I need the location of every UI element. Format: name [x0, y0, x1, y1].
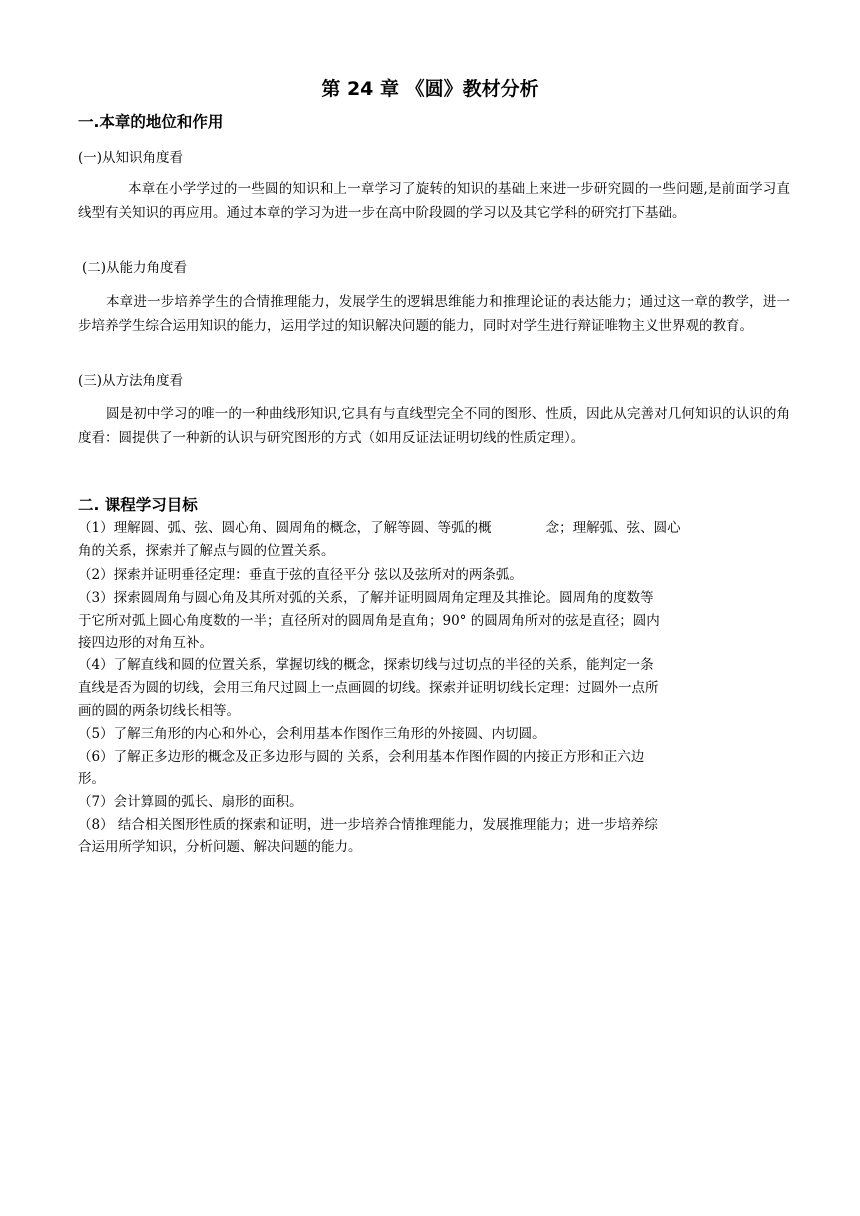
- goal-line: （6）了解正多边形的概念及正多边形与圆的 关系，会利用基本作图作圆的内接正方形和正六边: [78, 749, 645, 765]
- goal-line: （7）会计算圆的弧长、扇形的面积。: [78, 794, 303, 810]
- subsection-heading-knowledge: (一)从知识角度看: [78, 150, 184, 166]
- paragraph-knowledge: 本章在小学学过的一些圆的知识和上一章学习了旋转的知识的基础上来进一步研究圆的一些问题,是前面学习直线型有关知识的再应用。通过本章的学习为进一步在高中阶段圆的学习以及其它学科的研究打下基础。: [78, 181, 790, 221]
- goal-line: 形。: [78, 771, 105, 787]
- goal-line: （3）探索圆周角与圆心角及其所对弧的关系，了解并证明圆周角定理及其推论。圆周角的度数等: [78, 590, 654, 606]
- goal-line: （2）探索并证明垂径定理：垂直于弦的直径平分 弦以及弦所对的两条弧。: [78, 567, 523, 583]
- goal-line: 直线是否为圆的切线，会用三角尺过圆上一点画圆的切线。探索并证明切线长定理：过圆外一点所: [78, 680, 659, 696]
- subsection-heading-ability: (二)从能力角度看: [82, 260, 188, 276]
- section-heading-role: 一.本章的地位和作用: [78, 113, 224, 131]
- goal-line: （5）了解三角形的内心和外心，会利用基本作图作三角形的外接圆、内切圆。: [78, 726, 546, 742]
- goal-line: （1）理解圆、弧、弦、圆心角、圆周角的概念，了解等圆、等弧的概 念；理解弧、弦、圆心: [78, 520, 681, 536]
- goal-line: 于它所对弧上圆心角度数的一半；直径所对的圆周角是直角；90° 的圆周角所对的弦是直径；圆内: [78, 613, 660, 629]
- subsection-heading-method: (三)从方法角度看: [78, 373, 184, 389]
- document-title: 第 24 章 《圆》教材分析: [321, 78, 539, 100]
- goal-line: 合运用所学知识，分析问题、解决问题的能力。: [78, 839, 362, 855]
- goal-line: 接四边形的对角互补。: [78, 635, 213, 651]
- paragraph-ability: 本章进一步培养学生的合情推理能力，发展学生的逻辑思维能力和推理论证的表达能力；通过这一章的教学，进一步培养学生综合运用知识的能力，运用学过的知识解决问题的能力，同时对学生进行辩证唯物主义世界观的教育。: [78, 294, 790, 334]
- paragraph-method: 圆是初中学习的唯一的一种曲线形知识,它具有与直线型完全不同的图形、性质，因此从完善对几何知识的认识的角度看：圆提供了一种新的认识与研究图形的方式（如用反证法证明切线的性质定理）。: [78, 406, 790, 446]
- goal-line: （8） 结合相关图形性质的探索和证明，进一步培养合情推理能力，发展推理能力；进一步培养综: [78, 817, 658, 833]
- goal-line: 画的圆的两条切线长相等。: [78, 703, 240, 719]
- section-heading-goals: 二. 课程学习目标: [78, 496, 198, 514]
- goal-line: （4）了解直线和圆的位置关系，掌握切线的概念，探索切线与过切点的半径的关系，能判定一条: [78, 657, 654, 673]
- goal-line: 角的关系，探索并了解点与圆的位置关系。: [78, 543, 335, 559]
